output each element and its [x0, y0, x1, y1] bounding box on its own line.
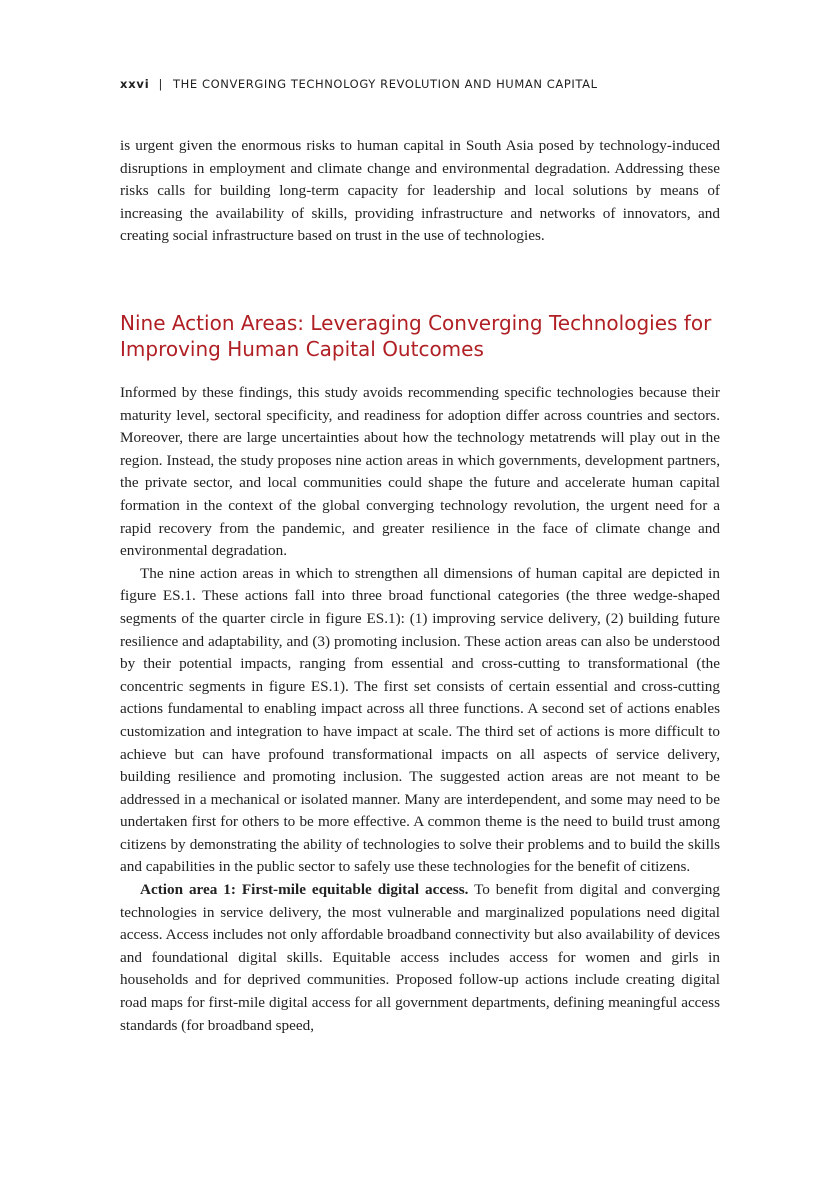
paragraph-action-areas: The nine action areas in which to strengthen all dimensions of human capital are depicted in figure ES.1. These actions fall into three broad functional categories (the three wedge-shaped segments of the quarter circle in figure ES.1): (1) improving service delivery, (2) building future resilience and adaptability, and (3) promoting inclusion. These action areas can also be understood by their potential impacts, ranging from essential and cross-cutting to transformational (the concentric segments in figure ES.1). The first set consists of certain essential and cross-cutting actions fundamental to enabling impact across all three functions. A second set of actions enables customization and integration to have impact at scale. The third set of actions is more difficult to achieve but can have profound transformational impacts on all aspects of service delivery, building resilience and promoting inclusion. The suggested action areas are not meant to be addressed in a mechanical or isolated manner. Many are interdependent, and some may need to be undertaken first for others to be more effective. A common theme is the need to build trust among citizens by demonstrating the ability of technologies to solve their problems and to build the skills and capabilities in the public sector to safely use these technologies for the benefit of citizens. [120, 564, 720, 876]
page-number: xxvi [120, 77, 150, 91]
paragraph-continued: is urgent given the enormous risks to human capital in South Asia posed by technology-induced disruptions in employment and climate change and environmental degradation. Addressing these risks calls for building long-term capacity for leadership and local solutions by means of increasing the availability of skills, providing infrastructure and networks of innovators, and creating social infrastructure based on trust in the use of technologies. [120, 137, 720, 245]
book-title: THE CONVERGING TECHNOLOGY REVOLUTION AND HUMAN CAPITAL [172, 77, 598, 91]
header-separator: | [158, 77, 163, 91]
paragraph-findings: Informed by these findings, this study avoids recommending specific technologies because their maturity level, sectoral specificity, and readiness for adoption differ across countries and sectors. Moreover, there are large uncertainties about how the technology metatrends will play out in the region. Instead, the study proposes nine action areas in which governments, development partners, the private sector, and local communities could shape the future and accelerate human capital formation in the context of the global converging technology revolution, the urgent need for a rapid recovery from the pandemic, and greater resilience in the face of climate change and environmental degradation. [120, 384, 720, 560]
action-area-1-text: To benefit from digital and converging technologies in service delivery, the most vulnerable and marginalized populations need digital access. Access includes not only affordable broadband connectivity but also availability of devices and foundational digital skills. Equitable access includes access for women and girls in households and for deprived communities. Proposed follow-up actions include creating digital road maps for first-mile digital access for all government departments, defining meaningful access standards (for broadband speed, [120, 881, 720, 1034]
paragraph-action-area-1 [120, 879, 720, 1037]
section-body [120, 382, 720, 1037]
action-area-1-title: Action area 1: First-mile equitable digital access. [140, 881, 469, 899]
running-header [120, 77, 598, 91]
section-heading: Nine Action Areas: Leveraging Converging Technologies for Improving Human Capital Outcomes [120, 311, 712, 361]
